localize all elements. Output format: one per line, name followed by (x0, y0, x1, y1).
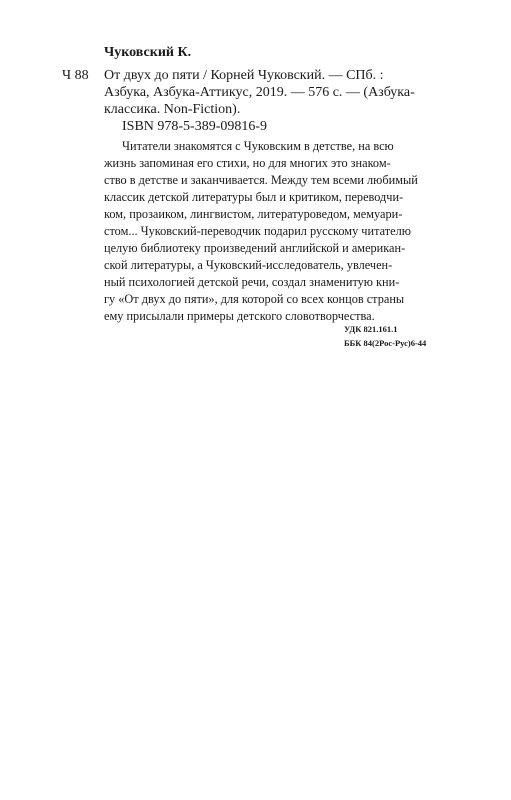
annotation-line: ство в детстве и заканчивается. Между тем всеми любимый (104, 173, 418, 187)
annotation-line: ской литературы, а Чуковский-исследователь, увлечен- (104, 258, 393, 272)
bib-line: От двух до пяти / Корней Чуковский. — СПб. : (104, 68, 384, 83)
annotation-line: ный психологией детской речи, создал знаменитую кни- (104, 275, 400, 289)
annotation-line: ему присылали примеры детского словотворчества. (104, 309, 375, 323)
bibliographic-description (104, 67, 464, 135)
annotation-line: жизнь запоминая его стихи, но для многих это знаком- (104, 156, 391, 170)
bib-line: классика. Non-Fiction). (104, 102, 241, 117)
bbk-code: ББК 84(2Рос-Рус)6-44 (344, 338, 427, 348)
author-heading: Чуковский К. (104, 45, 192, 60)
annotation-line: стом... Чуковский-переводчик подарил русскому читателю (104, 224, 411, 238)
author-sign: Ч 88 (62, 68, 89, 83)
isbn: ISBN 978-5-389-09816-9 (122, 119, 268, 134)
annotation-line: целую библиотеку произведений английской и американ- (104, 241, 406, 255)
classification-codes (344, 322, 426, 350)
annotation-line: ком, прозаиком, лингвистом, литературоведом, мемуари- (104, 207, 403, 221)
udk-code: УДК 821.161.1 (344, 324, 398, 334)
annotation-line: Читатели знакомятся с Чуковским в детстве, на всю (122, 139, 394, 153)
annotation (104, 138, 464, 325)
annotation-line: гу «От двух до пяти», для которой со всех концов страны (104, 292, 405, 306)
annotation-line: классик детской литературы был и критиком, переводчи- (104, 190, 404, 204)
bib-line: Азбука, Азбука-Аттикус, 2019. — 576 с. — (Азбука- (104, 85, 415, 100)
